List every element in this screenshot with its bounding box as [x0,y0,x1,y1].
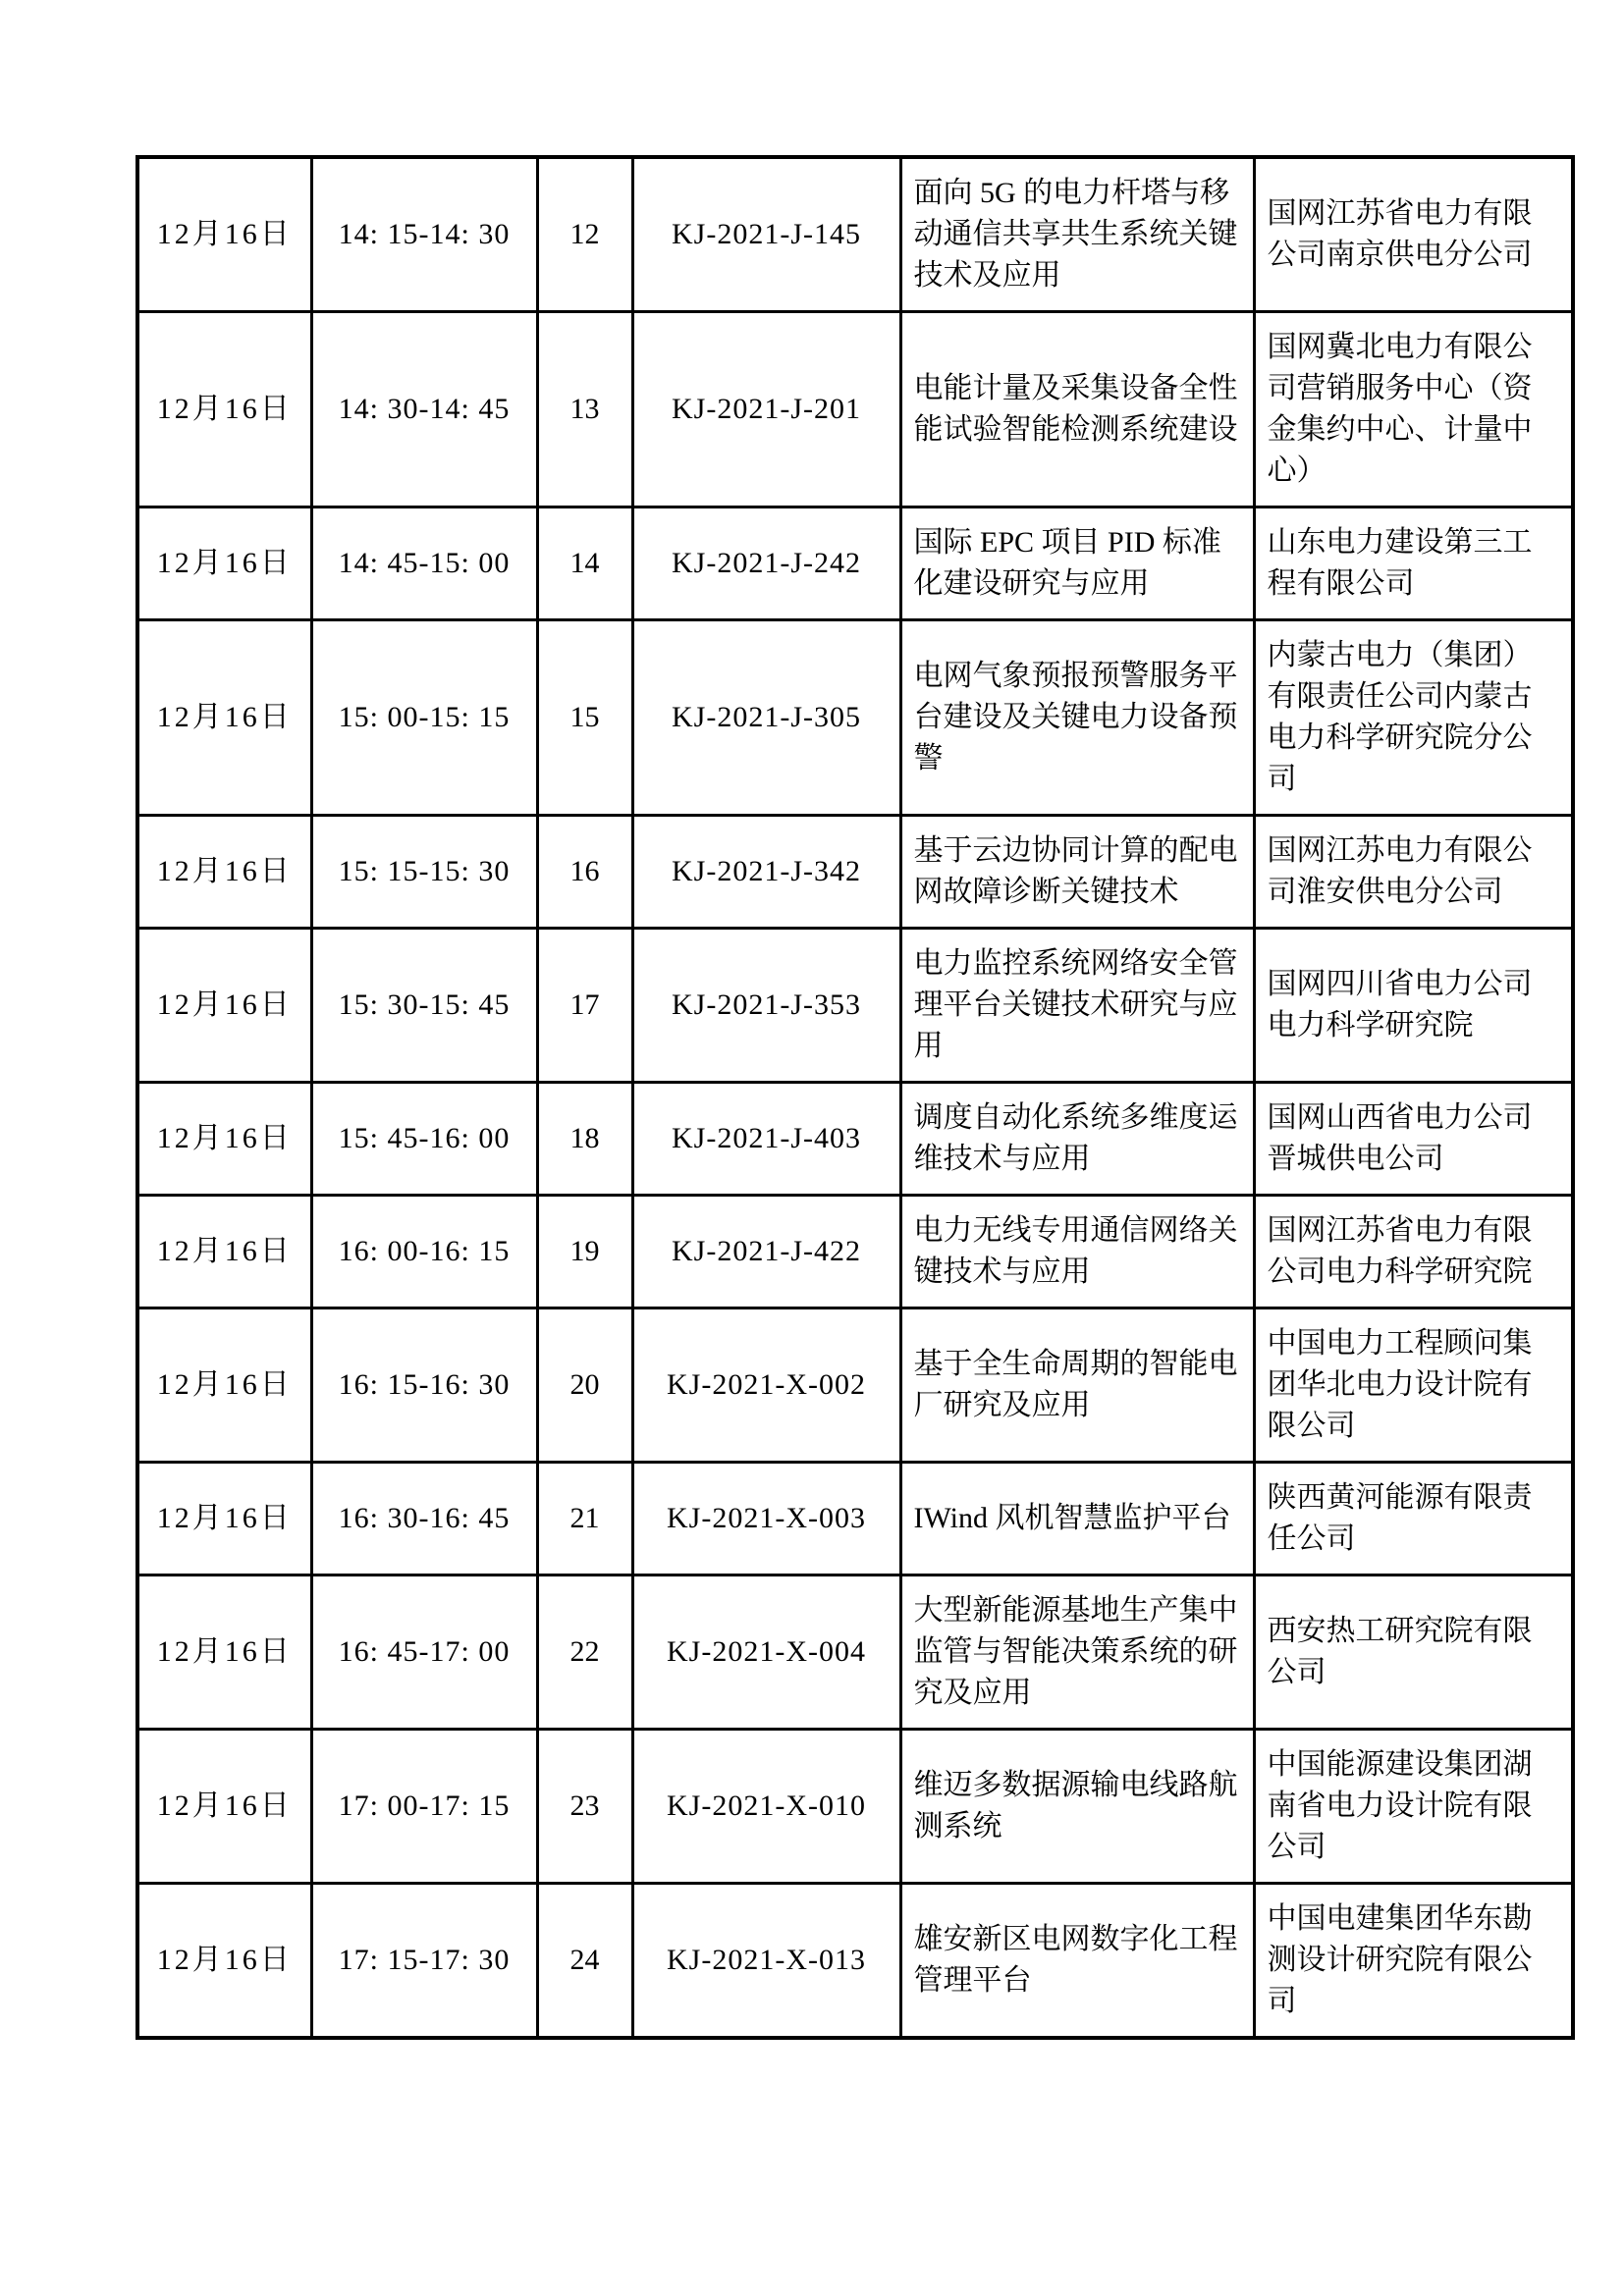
date-cell: 12月16日 [137,1308,311,1463]
time-cell: 17: 00-17: 15 [311,1730,537,1884]
table-row [137,929,1573,1083]
table-row [137,157,1573,312]
project-title-cell: 电能计量及采集设备全性能试验智能检测系统建设 [900,312,1254,507]
time-cell: 15: 45-16: 00 [311,1083,537,1196]
project-code-cell: KJ-2021-X-003 [632,1463,900,1575]
project-title-cell: 国际 EPC 项目 PID 标准化建设研究与应用 [900,507,1254,620]
sequence-cell: 18 [537,1083,632,1196]
time-cell: 14: 15-14: 30 [311,157,537,312]
date-cell: 12月16日 [137,1730,311,1884]
project-title-cell: 雄安新区电网数字化工程管理平台 [900,1884,1254,2039]
sequence-cell: 14 [537,507,632,620]
sequence-cell: 12 [537,157,632,312]
date-cell: 12月16日 [137,312,311,507]
project-title-cell: 电力监控系统网络安全管理平台关键技术研究与应用 [900,929,1254,1083]
time-cell: 17: 15-17: 30 [311,1884,537,2039]
organization-cell: 国网四川省电力公司电力科学研究院 [1254,929,1573,1083]
organization-cell: 中国电力工程顾问集团华北电力设计院有限公司 [1254,1308,1573,1463]
project-code-cell: KJ-2021-J-403 [632,1083,900,1196]
organization-cell: 国网江苏电力有限公司淮安供电分公司 [1254,816,1573,929]
time-cell: 16: 00-16: 15 [311,1196,537,1308]
sequence-cell: 21 [537,1463,632,1575]
project-code-cell: KJ-2021-X-013 [632,1884,900,2039]
sequence-cell: 22 [537,1575,632,1730]
date-cell: 12月16日 [137,507,311,620]
sequence-cell: 19 [537,1196,632,1308]
table-row [137,312,1573,507]
date-cell: 12月16日 [137,620,311,816]
project-title-cell: IWind 风机智慧监护平台 [900,1463,1254,1575]
date-cell: 12月16日 [137,1884,311,2039]
table-row [137,1083,1573,1196]
table-row [137,1730,1573,1884]
sequence-cell: 17 [537,929,632,1083]
time-cell: 14: 30-14: 45 [311,312,537,507]
date-cell: 12月16日 [137,1083,311,1196]
sequence-cell: 15 [537,620,632,816]
project-title-cell: 调度自动化系统多维度运维技术与应用 [900,1083,1254,1196]
project-title-cell: 大型新能源基地生产集中监管与智能决策系统的研究及应用 [900,1575,1254,1730]
project-code-cell: KJ-2021-J-353 [632,929,900,1083]
project-title-cell: 电网气象预报预警服务平台建设及关键电力设备预警 [900,620,1254,816]
time-cell: 16: 15-16: 30 [311,1308,537,1463]
project-code-cell: KJ-2021-J-305 [632,620,900,816]
organization-cell: 国网江苏省电力有限公司南京供电分公司 [1254,157,1573,312]
project-title-cell: 电力无线专用通信网络关键技术与应用 [900,1196,1254,1308]
table-row [137,507,1573,620]
organization-cell: 内蒙古电力（集团）有限责任公司内蒙古电力科学研究院分公司 [1254,620,1573,816]
project-title-cell: 维迈多数据源输电线路航测系统 [900,1730,1254,1884]
sequence-cell: 13 [537,312,632,507]
date-cell: 12月16日 [137,816,311,929]
project-code-cell: KJ-2021-J-145 [632,157,900,312]
date-cell: 12月16日 [137,1575,311,1730]
project-title-cell: 基于全生命周期的智能电厂研究及应用 [900,1308,1254,1463]
organization-cell: 西安热工研究院有限公司 [1254,1575,1573,1730]
date-cell: 12月16日 [137,1196,311,1308]
organization-cell: 山东电力建设第三工程有限公司 [1254,507,1573,620]
table-row [137,1196,1573,1308]
time-cell: 15: 30-15: 45 [311,929,537,1083]
organization-cell: 国网江苏省电力有限公司电力科学研究院 [1254,1196,1573,1308]
table-row [137,620,1573,816]
table-row [137,1308,1573,1463]
sequence-cell: 24 [537,1884,632,2039]
organization-cell: 陕西黄河能源有限责任公司 [1254,1463,1573,1575]
project-code-cell: KJ-2021-X-004 [632,1575,900,1730]
date-cell: 12月16日 [137,929,311,1083]
sequence-cell: 23 [537,1730,632,1884]
project-code-cell: KJ-2021-J-201 [632,312,900,507]
date-cell: 12月16日 [137,1463,311,1575]
time-cell: 14: 45-15: 00 [311,507,537,620]
time-cell: 15: 00-15: 15 [311,620,537,816]
organization-cell: 中国电建集团华东勘测设计研究院有限公司 [1254,1884,1573,2039]
project-code-cell: KJ-2021-X-010 [632,1730,900,1884]
project-code-cell: KJ-2021-J-422 [632,1196,900,1308]
table-row [137,816,1573,929]
sequence-cell: 20 [537,1308,632,1463]
organization-cell: 国网冀北电力有限公司营销服务中心（资金集约中心、计量中心） [1254,312,1573,507]
time-cell: 15: 15-15: 30 [311,816,537,929]
time-cell: 16: 45-17: 00 [311,1575,537,1730]
table-row [137,1575,1573,1730]
organization-cell: 中国能源建设集团湖南省电力设计院有限公司 [1254,1730,1573,1884]
project-title-cell: 面向 5G 的电力杆塔与移动通信共享共生系统关键技术及应用 [900,157,1254,312]
project-title-cell: 基于云边协同计算的配电网故障诊断关键技术 [900,816,1254,929]
project-code-cell: KJ-2021-X-002 [632,1308,900,1463]
project-code-cell: KJ-2021-J-242 [632,507,900,620]
table-row [137,1463,1573,1575]
project-code-cell: KJ-2021-J-342 [632,816,900,929]
organization-cell: 国网山西省电力公司晋城供电公司 [1254,1083,1573,1196]
table-row [137,1884,1573,2039]
schedule-table [135,155,1575,2040]
sequence-cell: 16 [537,816,632,929]
date-cell: 12月16日 [137,157,311,312]
time-cell: 16: 30-16: 45 [311,1463,537,1575]
